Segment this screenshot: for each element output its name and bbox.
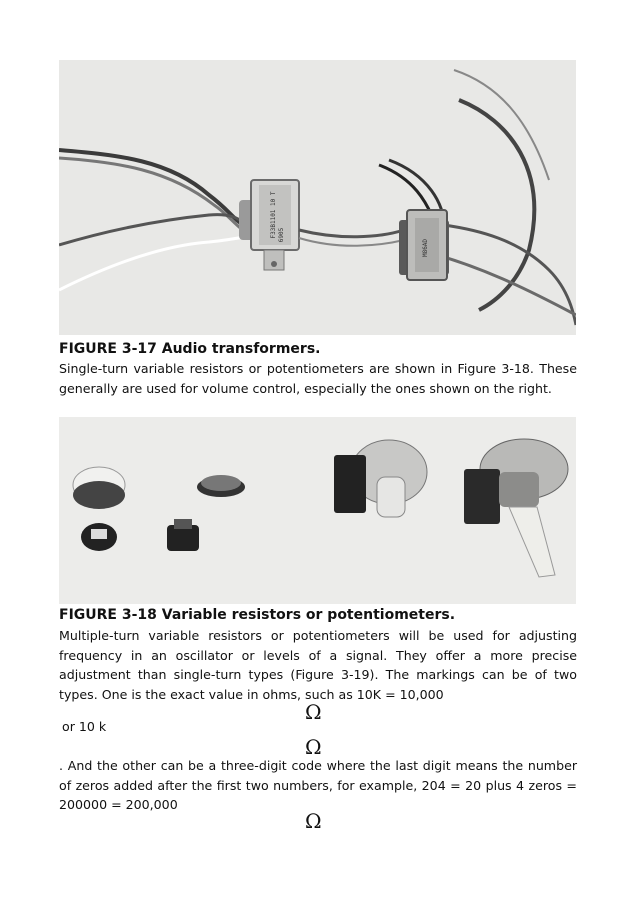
paragraph-multiple-turn: Multiple-turn variable resistors or potentiometers will be used for adjusting frequency in an oscillator or levels of a signal. They offer a more precise adjustment than single-turn types (Figure 3-19). The markings can be of two types. One is the exact value in ohms, such as 10K = 10,000 [59, 628, 577, 702]
transformer-label-right: M86AD [422, 238, 429, 258]
ohm-symbol-1: Ω [305, 700, 322, 724]
transformer-label-left: F33B1101 10 T [270, 191, 277, 239]
ohm-symbol-3: Ω [305, 809, 322, 833]
paragraph-or-10k: or 10 k [62, 719, 107, 734]
figure-3-18-caption: FIGURE 3-18 Variable resistors or potentiometers. [59, 607, 456, 623]
figure-3-17-photo [59, 60, 576, 335]
paragraph-three-digit-code: . And the other can be a three-digit code where the last digit means the number of zeros added after the first two numbers, for example, 204 = 20 plus 4 zeros = 200000 = 200,000 [59, 758, 577, 812]
ohm-symbol-2: Ω [305, 735, 322, 759]
figure-3-18-photo [59, 417, 576, 604]
figure-3-17-caption: FIGURE 3-17 Audio transformers. [59, 341, 321, 357]
transformer-code-left: 6905 [278, 227, 285, 243]
paragraph-single-turn: Single-turn variable resistors or potentiometers are shown in Figure 3-18. These generally are used for volume control, especially the ones shown on the right. [59, 361, 577, 396]
